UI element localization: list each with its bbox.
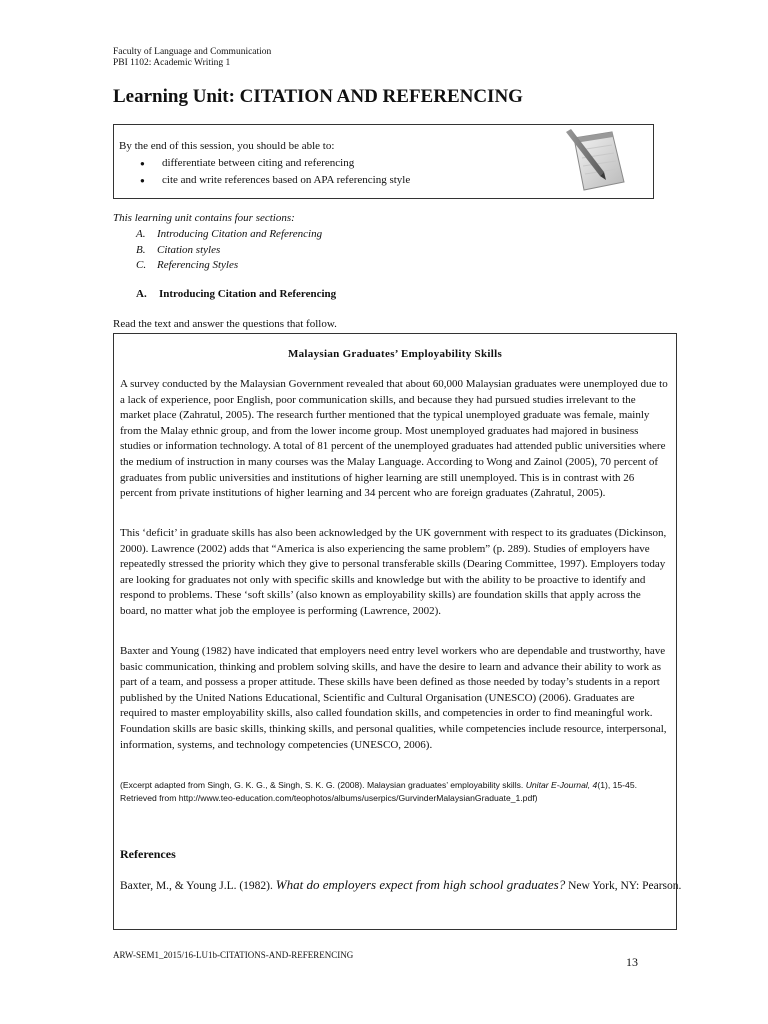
objective-item: ● cite and write references based on APA referencing style: [140, 172, 410, 189]
passage-paragraph: A survey conducted by the Malaysian Government revealed that about 60,000 Malaysian graduates were unemployed due to a lack of experience, poor English, poor communication skills, and because they had pursued studies irrelevant to the market place (Zahratul, 2005). The research further mentioned that the typical unemployed graduate was female, mainly from the Malay ethnic group, and from the lower income group. Most unemployed graduates had majored in business studies or information technology. A total of 81 percent of the unemployed graduates had attended public universities where the medium of instruction in many courses was the Malay Language. According to Wong and Zainol (2005), 70 percent of graduates from public universities and institutions of higher learning are still unemployed. This is in contrast with 26 percent from private institutions of higher learning and 34 percent who are foreign graduates (Zahratul, 2005).: [120, 378, 668, 500]
passage-paragraph: Baxter and Young (1982) have indicated that employers need entry level workers who are dependable and trustworthy, have basic communication, thinking and problem solving skills, and have the desire to learn and advance their ability to work as part of a team, and possess a proper attitude. These skills have been defined as those needed by today’s students in a report published by the United Nations Educational, Scientific and Cultural Organisation (UNESCO) (2006). Graduates are required to master employability skills, also called foundation skills, and competencies in order to find meaningful work. Foundation skills are basic skills, thinking skills, and personal qualities, while competencies include resource, interpersonal, information, systems, and technology competencies (UNESCO, 2006).: [120, 645, 667, 751]
objectives-list: [140, 155, 410, 189]
faculty-header: Faculty of Language and Communication: [113, 47, 272, 57]
sections-intro: This learning unit contains four sections:: [113, 212, 295, 224]
bullet-icon: ●: [140, 159, 145, 168]
notepad-pencil-icon: [560, 128, 630, 194]
objectives-intro: By the end of this session, you should be able to:: [119, 140, 335, 152]
section-a-heading: A. Introducing Citation and Referencing: [136, 288, 337, 300]
reading-passage-box: [113, 333, 682, 930]
page-title: Learning Unit: CITATION AND REFERENCING: [113, 86, 523, 107]
section-item: A. Introducing Citation and Referencing: [136, 228, 323, 240]
objectives-box: [113, 124, 654, 199]
section-item: C. Referencing Styles: [136, 259, 239, 271]
section-item: B. Citation styles: [136, 243, 221, 256]
excerpt-citation: (Excerpt adapted from Singh, G. K. G., & Singh, S. K. G. (2008). Malaysian graduates’ employability skills. Unitar E-Journal, 4(1), 15-45. Retrieved from http://www.teo-education.com/teophotos/albums/userpics/GurvinderMalaysianGraduate_1.pdf): [120, 780, 637, 803]
objective-item: ● differentiate between citing and referencing: [140, 155, 410, 172]
bullet-icon: ●: [140, 176, 145, 185]
sections-list: [136, 227, 322, 274]
passage-title: Malaysian Graduates’ Employability Skills: [287, 348, 503, 360]
reference-entry: Baxter, M., & Young J.L. (1982). What do employers expect from high school graduates? New York, NY: Pearson.: [120, 877, 682, 892]
passage-paragraph: This ‘deficit’ in graduate skills has also been acknowledged by the UK government with respect to its graduates (Dickinson, 2000). Lawrence (2002) adds that “America is also experiencing the same problem” (p. 289). Studies of employers have repeatedly stressed the priority which they give to personal transferable skills (Dearing Committee, 1997). Employers today are looking for graduates not only with specific skills and knowledge but with the ability to be proactive to identify and respond to problems. These ‘soft skills’ (also known as employability skills) are foundation skills that apply across the board, no matter what job the employee is performing (Lawrence, 2002).: [120, 527, 667, 617]
footer-code: ARW-SEM1_2015/16-LU1b-CITATIONS-AND-REFERENCING: [113, 950, 354, 960]
course-header: PBI 1102: Academic Writing 1: [113, 58, 231, 68]
references-heading: References: [120, 847, 176, 861]
page-number: 13: [626, 955, 638, 969]
instruction-text: Read the text and answer the questions that follow.: [113, 318, 337, 330]
